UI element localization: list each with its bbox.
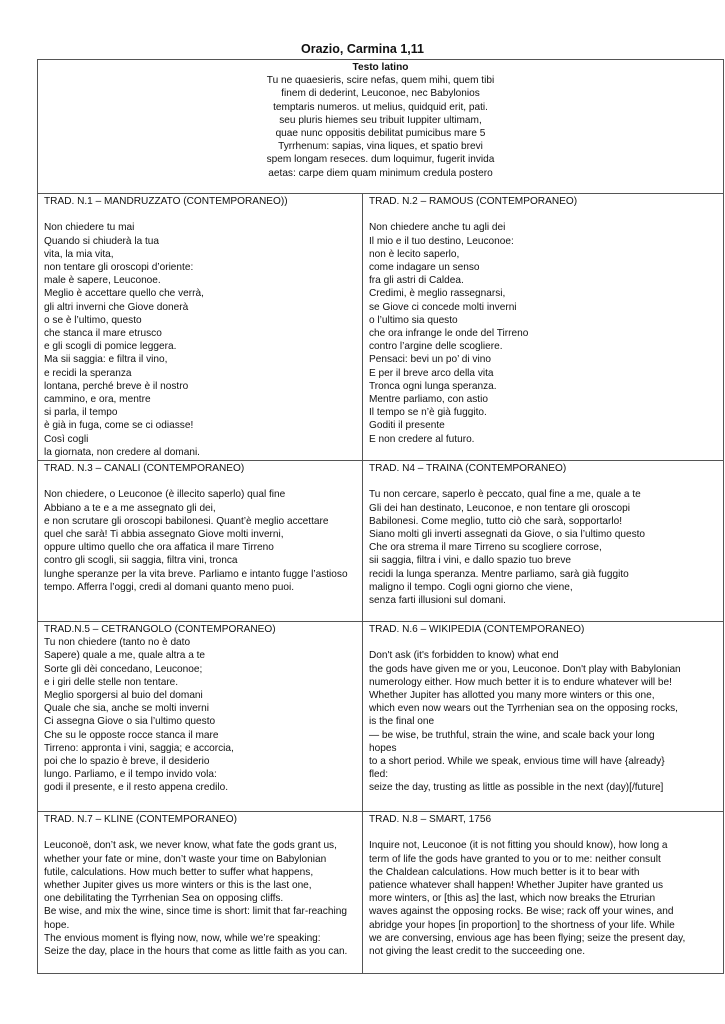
translation-line: Ma sii saggia: e filtra il vino, xyxy=(44,354,168,366)
translation-line: Whether Jupiter has allotted you many more winters or this one, xyxy=(369,690,655,701)
latin-line: temptaris numeros. ut melius, quidquid erit, pati. xyxy=(273,101,488,113)
translations-table xyxy=(37,194,724,974)
translation-line: futile, calculations. How much better to suffer what happens, xyxy=(44,866,314,878)
translation-line: more winters, or [this as] the last, which now breaks the Etrurian xyxy=(369,893,656,905)
translation-line: Gli dei han destinato, Leuconoe, e non tentare gli oroscopi xyxy=(369,502,630,514)
translation-line: lungo. Parliamo, e il tempo invido vola: xyxy=(44,769,217,781)
translation-line: Meglio è accettare quello che verrà, xyxy=(44,288,204,300)
translation-line: E per il breve arco della vita xyxy=(369,367,494,379)
translation-line: Meglio sporgersi al buio del domani xyxy=(44,690,203,702)
translation-line: male è sapere, Leuconoe. xyxy=(44,275,161,287)
translation-line: E non credere al futuro. xyxy=(369,433,475,445)
translation-line: Pensaci: bevi un po’ di vino xyxy=(369,354,491,366)
translation-line: not giving the least credit to the succeeding one. xyxy=(369,946,586,958)
translation-line: che stanca il mare etrusco xyxy=(44,328,162,340)
translation-line: cammino, e ora, mentre xyxy=(44,394,151,406)
translation-header: TRAD. N.1 – MANDRUZZATO (CONTEMPORANEO)) xyxy=(44,196,288,207)
latin-line: Tu ne quaesieris, scire nefas, quem mihi, quem tibi xyxy=(266,75,495,87)
translation-line: hopes xyxy=(369,742,397,754)
translation-line: sii saggia, filtra i vini, e dallo spazio tuo breve xyxy=(369,555,571,567)
translation-line: fled: xyxy=(369,769,389,781)
translation-cell-7 xyxy=(38,812,363,973)
translation-line: whether Jupiter gives us more winters or this is the last one, xyxy=(44,880,312,891)
translation-line: non è lecito saperlo, xyxy=(369,248,460,260)
translation-line: lontana, perché breve è il nostro xyxy=(44,380,189,392)
translation-cell-5 xyxy=(38,622,363,812)
translation-line: Goditi il presente xyxy=(369,420,445,432)
translation-line: oppure ultimo quello che ora affatica il mare Tirreno xyxy=(44,542,274,554)
translation-line: recidi la lunga speranza. Mentre parliamo, sarà già fuggito xyxy=(369,568,629,580)
translation-line: se Giove ci concede molti inverni xyxy=(369,301,517,313)
translation-header: TRAD. N.2 – RAMOUS (CONTEMPORANEO) xyxy=(369,196,578,207)
translation-line: è già in fuga, come se ci odiasse! xyxy=(44,420,194,432)
translation-line: term of life the gods have granted to you or to me: neither consult xyxy=(369,853,661,865)
translation-line: Tronca ogni lunga speranza. xyxy=(369,380,497,392)
translation-line: contro l’argine delle scogliere. xyxy=(369,341,503,353)
translation-line: Che su le opposte rocce stanca il mare xyxy=(44,729,219,741)
translation-line: che ora infrange le onde del Tirreno xyxy=(369,328,529,340)
translation-line: Abbiano a te e a me assegnato gli dei, xyxy=(44,502,216,514)
translation-line: o se è l’ultimo, questo xyxy=(44,314,142,326)
translation-cell-2 xyxy=(363,194,723,461)
translation-line: Che ora strema il mare Tirreno su scogliere corrose, xyxy=(369,542,602,554)
translation-line: Credimi, è meglio rassegnarsi, xyxy=(369,288,506,300)
translation-header: TRAD. N4 – TRAINA (CONTEMPORANEO) xyxy=(369,463,567,474)
translation-line: one debilitating the Tyrrhenian Sea on opposing cliffs. xyxy=(44,893,284,905)
translation-line: e recidi la speranza xyxy=(44,367,132,379)
translation-cell-8 xyxy=(363,812,723,973)
translation-line: Così cogli xyxy=(44,433,89,445)
latin-line: finem di dederint, Leuconoe, nec Babylonios xyxy=(281,88,480,100)
translation-line: the Chaldean calculations. How much better is it to bear with xyxy=(369,866,640,878)
latin-text-box xyxy=(37,59,724,194)
translation-line: senza farti illusioni sul domani. xyxy=(369,595,506,607)
translation-line: lunghe speranze per la vita breve. Parliamo e intanto fugge l’astioso xyxy=(44,568,348,580)
translation-line: come indagare un senso xyxy=(369,262,480,273)
translation-line: Leuconoë, don’t ask, we never know, what fate the gods grant us, xyxy=(44,840,337,852)
translation-line: Tu non cercare, saperlo è peccato, qual fine a me, quale a te xyxy=(369,489,641,501)
translation-line: Be wise, and mix the wine, since time is short: limit that far-reaching xyxy=(44,906,347,918)
translation-line: to a short period. While we speak, envious time will have {already} xyxy=(369,756,665,768)
translation-line: fra gli astri di Caldea. xyxy=(369,275,464,287)
translation-line: The envious moment is flying now, now, while we’re speaking: xyxy=(44,932,321,944)
translation-line: numerology either. How much better it is to endure whatever will be! xyxy=(369,676,672,688)
translation-line: seize the day, trusting as little as possible in the next (day)[/future] xyxy=(369,782,664,794)
translation-line: Sapere) quale a me, quale altra a te xyxy=(44,650,206,662)
translation-line: Tirreno: appronta i vini, saggia; e accorcia, xyxy=(44,742,234,754)
translation-header: TRAD. N.8 – SMART, 1756 xyxy=(369,814,492,825)
translation-line: — be wise, be truthful, strain the wine, and scale back your long xyxy=(369,729,655,741)
translation-header: TRAD. N.3 – CANALI (CONTEMPORANEO) xyxy=(44,463,245,474)
translation-line: patience whatever shall happen! Whether Jupiter have granted us xyxy=(369,880,664,891)
translation-line: we are conversing, envious age has been flying; seize the present day, xyxy=(369,932,686,944)
translation-line: Siano molti gli inverti assegnati da Giove, o sia l’ultimo questo xyxy=(369,529,646,540)
translation-line: which even now wears out the Tyrrhenian sea on the opposing rocks, xyxy=(369,703,678,715)
translation-line: Babilonesi. Come meglio, tutto ciò che sarà, sopportarlo! xyxy=(369,515,623,527)
translation-cell-3 xyxy=(38,461,363,622)
translation-line: tempo. Afferra l’oggi, credi al domani quanto meno puoi. xyxy=(44,581,295,593)
translation-header: TRAD. N.7 – KLINE (CONTEMPORANEO) xyxy=(44,814,237,825)
translation-line: Mentre parliamo, con astio xyxy=(369,394,488,406)
latin-line: quae nunc oppositis debilitat pumicibus mare 5 xyxy=(275,128,486,140)
translation-line: Quando si chiuderà la tua xyxy=(44,235,160,247)
latin-line: seu pluris hiemes seu tribuit Iuppiter ultimam, xyxy=(279,114,482,126)
translation-header: TRAD.N.5 – CETRANGOLO (CONTEMPORANEO) xyxy=(44,624,276,635)
document-title: Orazio, Carmina 1,11 xyxy=(301,42,424,56)
translation-cell-4 xyxy=(363,461,723,622)
translation-line: e non scrutare gli oroscopi babilonesi. Quant’è meglio accettare xyxy=(44,515,329,527)
translation-line: Sorte gli dèi concedano, Leuconoe; xyxy=(44,663,203,675)
translation-line: Non chiedere anche tu agli dei xyxy=(369,222,506,234)
latin-line: aetas: carpe diem quam minimum credula postero xyxy=(268,167,493,179)
translation-line: vita, la mia vita, xyxy=(44,248,114,260)
translation-line: is the final one xyxy=(369,716,435,728)
translation-line: Ci assegna Giove o sia l’ultimo questo xyxy=(44,716,216,728)
translation-cell-1 xyxy=(38,194,363,461)
translation-line: Quale che sia, anche se molti inverni xyxy=(44,703,209,715)
translation-line: godi il presente, e il resto appena credilo. xyxy=(44,782,229,794)
translation-line: e gli scogli di pomice leggera. xyxy=(44,341,177,353)
translation-line: e i giri delle stelle non tentare. xyxy=(44,676,179,688)
translation-line: the gods have given me or you, Leuconoe. Don't play with Babylonian xyxy=(369,663,681,675)
translation-cell-6 xyxy=(363,622,723,812)
translation-line: Il tempo se n’è già fuggito. xyxy=(369,407,487,419)
translation-line: gli altri inverni che Giove donerà xyxy=(44,301,189,313)
translation-line: poi che lo spazio è breve, il desiderio xyxy=(44,756,210,768)
translation-line: abridge your hopes [in proportion] to the shortness of your life. While xyxy=(369,919,675,931)
latin-line: Tyrrhenum: sapias, vina liques, et spatio brevi xyxy=(278,141,483,153)
translation-line: waves against the opposing rocks. Be wise; rack off your wines, and xyxy=(369,906,674,918)
translation-line: non tentare gli oroscopi d’oriente: xyxy=(44,262,194,273)
translation-line: quel che sarà! Ti abbia assegnato Giove molti inverni, xyxy=(44,529,284,540)
translation-line: Il mio e il tuo destino, Leuconoe: xyxy=(369,235,514,247)
translation-line: Non chiedere tu mai xyxy=(44,222,135,234)
translation-line: Non chiedere, o Leuconoe (è illecito saperlo) qual fine xyxy=(44,489,286,501)
latin-lines xyxy=(38,74,723,180)
translation-line: hope. xyxy=(44,919,70,931)
translation-line: maligno il tempo. Cogli ogni giorno che viene, xyxy=(369,581,573,593)
latin-line: spem longam reseces. dum loquimur, fugerit invida xyxy=(266,154,495,166)
translation-line: Don't ask (it's forbidden to know) what end xyxy=(369,650,559,662)
translation-line: contro gli scogli, sii saggia, filtra vini, tronca xyxy=(44,555,238,567)
translation-line: la giornata, non credere al domani. xyxy=(44,446,200,458)
translation-line: whether your fate or mine, don’t waste your time on Babylonian xyxy=(44,853,327,865)
translation-line: Tu non chiedere (tanto no è dato xyxy=(44,637,191,649)
translation-line: o l’ultimo sia questo xyxy=(369,314,458,326)
translation-line: si parla, il tempo xyxy=(44,407,118,419)
translation-header: TRAD. N.6 – WIKIPEDIA (CONTEMPORANEO) xyxy=(369,624,585,635)
latin-heading: Testo latino xyxy=(352,62,409,73)
translation-line: Seize the day, place in the hours that come as little faith as you can. xyxy=(44,946,348,958)
translation-line: Inquire not, Leuconoe (it is not fitting you should know), how long a xyxy=(369,840,668,852)
